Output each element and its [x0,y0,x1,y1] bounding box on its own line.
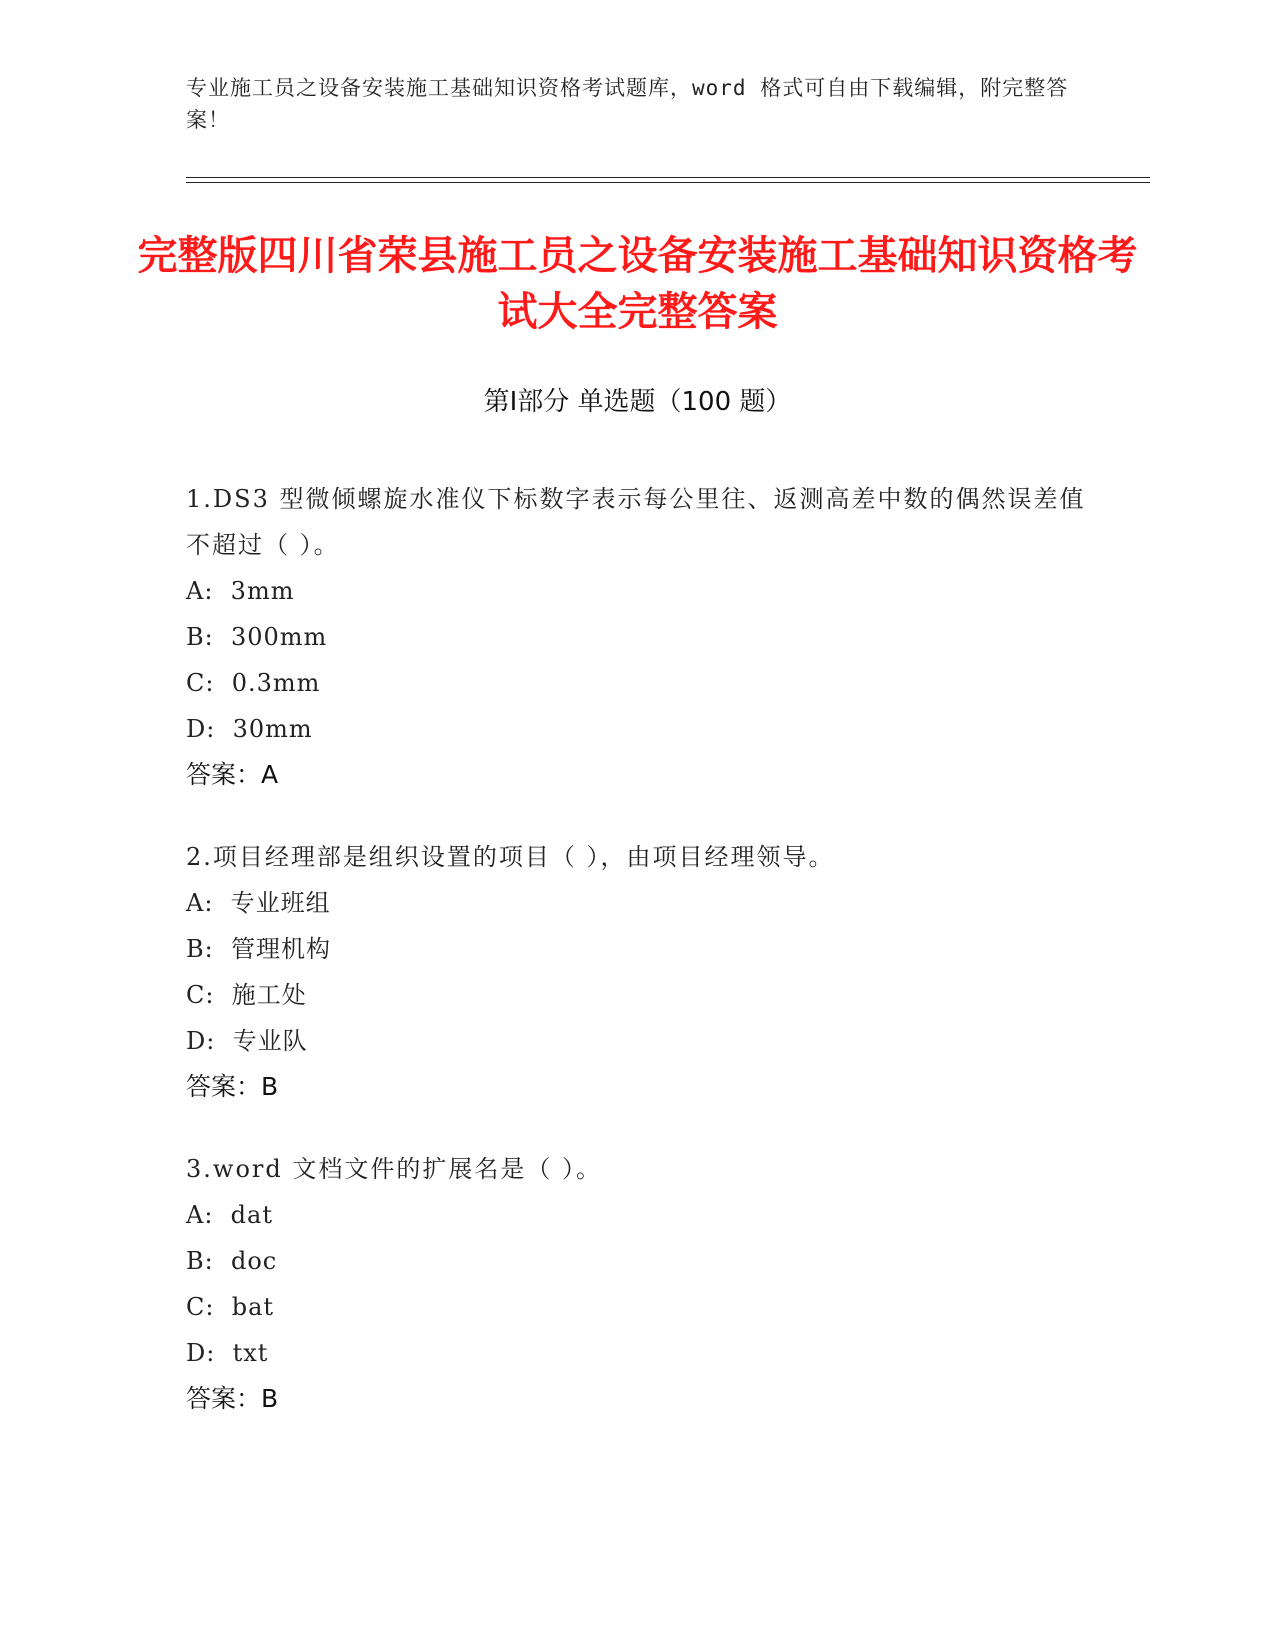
answer-line: 答案：A [186,760,279,789]
option-b: B: 300mm [186,623,328,651]
header-divider-bottom [186,182,1150,183]
option-b: B: 管理机构 [186,935,331,963]
document-title: 完整版四川省荣县施工员之设备安装施工基础知识资格考试大全完整答案 [137,233,1138,335]
question-stem: 3.word 文档文件的扩展名是（ ）。 [186,1155,602,1183]
option-a: A: dat [186,1201,273,1229]
question-2 [186,834,1086,1110]
option-a: A: 3mm [186,577,295,605]
option-c: C: bat [186,1293,275,1321]
answer-line: 答案：B [186,1072,279,1101]
question-3 [186,1146,1086,1422]
option-d: D: txt [186,1339,269,1367]
section-heading: 第Ⅰ部分 单选题（100 题） [483,387,792,417]
option-b: B: doc [186,1247,278,1275]
question-stem: 2.项目经理部是组织设置的项目（ ），由项目经理领导。 [186,843,835,871]
question-list [186,476,1086,1458]
question-1 [186,476,1086,798]
option-a: A: 专业班组 [186,889,331,917]
option-d: D: 专业队 [186,1027,308,1055]
option-d: D: 30mm [186,715,313,743]
question-stem: 1.DS3 型微倾螺旋水准仪下标数字表示每公里往、返测高差中数的偶然误差值不超过（ ）。 [186,485,1086,559]
option-c: C: 0.3mm [186,669,321,697]
answer-line: 答案：B [186,1384,279,1413]
header-divider-top [186,177,1150,178]
option-c: C: 施工处 [186,981,307,1009]
header-note: 专业施工员之设备安装施工基础知识资格考试题库，word 格式可自由下载编辑，附完整答案！ [186,76,1069,132]
